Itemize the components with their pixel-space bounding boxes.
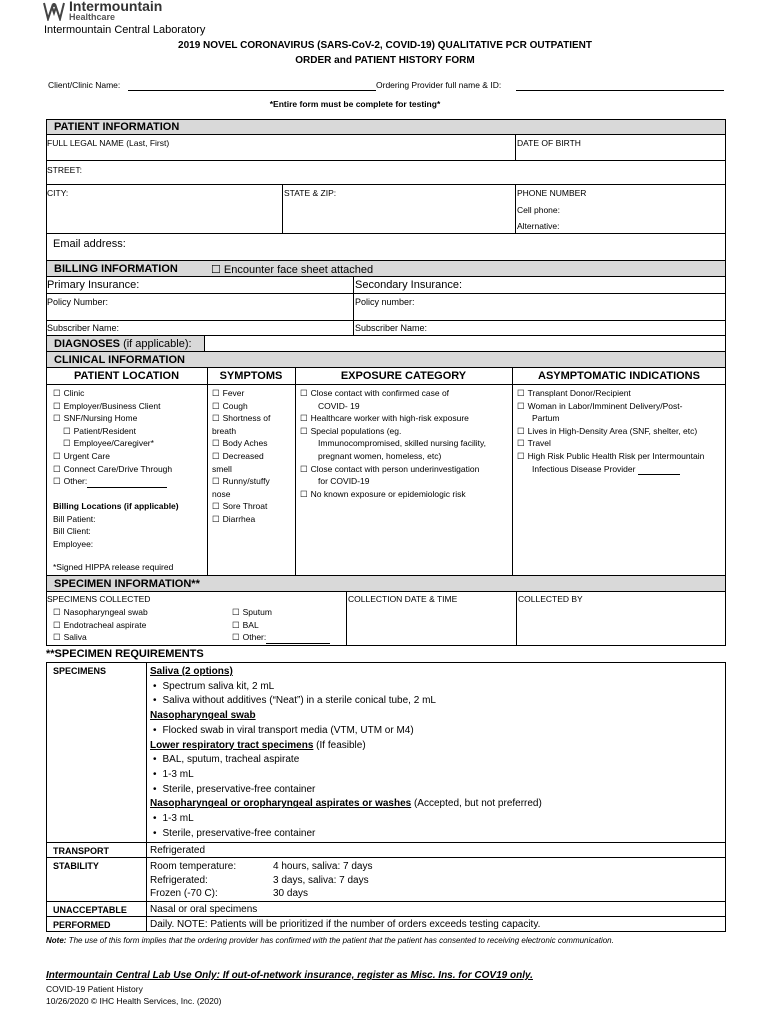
billing-locations-block <box>53 500 207 550</box>
req-aspirate-item: • 1-3 mL <box>150 812 724 827</box>
location-patient-resident-checkbox[interactable]: ☐ Patient/Resident <box>53 425 207 438</box>
patient-location-list <box>53 387 207 488</box>
exposure-special-cont1: Immunocompromised, skilled nursing facility, <box>318 438 487 449</box>
req-lower-item: • Sterile, preservative-free container <box>150 783 724 798</box>
location-other-checkbox[interactable] <box>53 475 207 488</box>
state-zip-field[interactable]: STATE & ZIP: <box>284 188 337 198</box>
clinical-info-heading: CLINICAL INFORMATION <box>54 354 185 366</box>
lab-use-note: Intermountain Central Lab Use Only: If out-of-network insurance, register as Misc. Ins. for COV19 only. <box>46 970 533 981</box>
collected-by-field[interactable]: COLLECTED BY <box>518 594 583 604</box>
form-title-line1: 2019 NOVEL CORONAVIRUS (SARS-CoV-2, COVID-19) QUALITATIVE PCR OUTPATIENT <box>178 40 592 51</box>
symptom-runny-checkbox[interactable]: ☐ Runny/stuffy <box>212 475 294 488</box>
phone-number-label: PHONE NUMBER <box>517 188 587 198</box>
req-stability-label: STABILITY <box>53 861 99 871</box>
clinical-info-header <box>46 351 726 368</box>
face-sheet-checkbox[interactable]: ☐ Encounter face sheet attached <box>211 263 373 276</box>
req-aspirate-qualifier: (Accepted, but not preferred) <box>411 798 542 810</box>
intermountain-logo-icon <box>42 1 66 21</box>
form-title-line2: ORDER and PATIENT HISTORY FORM <box>295 55 475 66</box>
location-connect-care-checkbox[interactable]: ☐ Connect Care/Drive Through <box>53 463 207 476</box>
form-name: COVID-19 Patient History <box>46 984 143 994</box>
policy-number-secondary-field[interactable]: Policy number: <box>355 297 415 307</box>
symptom-decreased-cont: smell <box>212 463 232 474</box>
form-date-copyright: 10/26/2020 © IHC Health Services, Inc. (2020) <box>46 996 222 1006</box>
exposure-healthcare-checkbox[interactable]: ☐ Healthcare worker with high-risk exposure <box>300 412 510 425</box>
req-lower-qualifier: (If feasible) <box>313 739 366 751</box>
exposure-confirmed-cont: COVID- 19 <box>318 400 360 411</box>
symptom-shortness-cont: breath <box>212 425 237 436</box>
req-saliva-head: Saliva (2 options) <box>150 666 233 677</box>
location-clinic-checkbox[interactable]: ☐ Clinic <box>53 387 207 400</box>
specimen-saliva-checkbox[interactable]: ☐ Saliva <box>53 631 148 644</box>
specimen-sputum-checkbox[interactable]: ☐ Sputum <box>232 606 330 619</box>
stab-ref-value: 3 days, saliva: 7 days <box>273 874 369 886</box>
specimen-nasopharyngeal-checkbox[interactable]: ☐ Nasopharyngeal swab <box>53 606 148 619</box>
patient-info-header <box>46 119 726 135</box>
req-aspirate-item: • Sterile, preservative-free container <box>150 827 724 842</box>
specimen-other-checkbox[interactable] <box>232 631 330 644</box>
billing-info-heading: BILLING INFORMATION <box>54 263 178 275</box>
bill-client-field[interactable]: Bill Client: <box>53 526 91 537</box>
email-field[interactable]: Email address: <box>53 238 126 250</box>
req-lower-item: • 1-3 mL <box>150 768 724 783</box>
subscriber-primary-field[interactable]: Subscriber Name: <box>47 323 120 333</box>
req-transport-label: TRANSPORT <box>53 846 109 856</box>
symptom-diarrhea-checkbox[interactable]: ☐ Diarrhea <box>212 513 294 526</box>
diagnoses-field[interactable] <box>204 335 726 352</box>
consent-note <box>46 936 746 945</box>
specimens-right-list <box>232 606 330 644</box>
exposure-confirmed-checkbox[interactable]: ☐ Close contact with confirmed case of <box>300 387 510 400</box>
complete-note: *Entire form must be complete for testing* <box>269 99 441 109</box>
symptom-runny-cont: nose <box>212 488 231 499</box>
col-asymptomatic-indications: ASYMPTOMATIC INDICATIONS <box>538 370 700 382</box>
city-field[interactable]: CITY: <box>47 188 69 198</box>
logo <box>42 0 192 22</box>
symptom-fever-checkbox[interactable]: ☐ Fever <box>212 387 294 400</box>
specimen-info-heading: SPECIMEN INFORMATION** <box>54 578 200 590</box>
stab-room-label: Room temperature: <box>150 861 237 872</box>
req-specimens-content <box>150 665 724 841</box>
stab-ref-label: Refrigerated: <box>150 874 208 886</box>
symptom-cough-checkbox[interactable]: ☐ Cough <box>212 400 294 413</box>
subscriber-secondary-field[interactable]: Subscriber Name: <box>355 323 428 333</box>
billing-locations-heading: Billing Locations (if applicable) <box>53 501 179 511</box>
policy-number-primary-field[interactable]: Policy Number: <box>47 297 109 307</box>
asym-transplant-checkbox[interactable]: ☐ Transplant Donor/Recipient <box>517 387 725 400</box>
location-employer-checkbox[interactable]: ☐ Employer/Business Client <box>53 400 207 413</box>
stab-room-value: 4 hours, saliva: 7 days <box>273 861 373 872</box>
req-lower-head: Lower respiratory tract specimens <box>150 739 314 751</box>
location-other-label: Other: <box>63 476 88 487</box>
asym-labor-checkbox[interactable]: ☐ Woman in Labor/Imminent Delivery/Post- <box>517 400 725 413</box>
ordering-provider-field[interactable] <box>516 90 724 91</box>
req-lower-item: • BAL, sputum, tracheal aspirate <box>150 753 724 768</box>
client-clinic-field[interactable] <box>128 90 376 91</box>
org-name: Intermountain <box>69 0 163 14</box>
hippa-note: *Signed HIPPA release required <box>53 562 174 572</box>
req-performed-value: Daily. NOTE: Patients will be prioritized if the number of orders exceeds testing capacity. <box>150 919 541 930</box>
req-unacceptable-label: UNACCEPTABLE <box>53 905 127 915</box>
asym-public-health-cont <box>517 463 725 476</box>
org-sub: Healthcare <box>69 12 116 22</box>
asym-labor-cont: Partum <box>532 413 560 424</box>
req-unacceptable-value: Nasal or oral specimens <box>150 904 258 915</box>
street-field[interactable]: STREET: <box>47 165 82 175</box>
exposure-none-checkbox[interactable]: ☐ No known exposure or epidemiologic risk <box>300 488 510 501</box>
bill-patient-field[interactable]: Bill Patient: <box>53 513 96 524</box>
col-patient-location: PATIENT LOCATION <box>73 370 180 382</box>
employee-field[interactable]: Employee: <box>53 538 94 549</box>
exposure-special-cont2: pregnant women, homeless, etc) <box>318 450 442 461</box>
req-naso-item: • Flocked swab in viral transport media (VTM, UTM or M4) <box>150 724 724 739</box>
stab-frozen-value: 30 days <box>273 888 309 899</box>
requirements-heading: **SPECIMEN REQUIREMENTS <box>46 648 204 660</box>
primary-insurance-field[interactable]: Primary Insurance: <box>47 279 140 291</box>
specimen-info-header <box>46 575 726 592</box>
consent-note-label: Note: <box>46 936 67 945</box>
col-symptoms: SYMPTOMS <box>219 370 283 382</box>
req-saliva-item: • Saliva without additives (“Neat”) in a sterile conical tube, 2 mL <box>150 694 724 709</box>
specimens-left-list <box>53 606 148 644</box>
symptom-decreased-checkbox[interactable]: ☐ Decreased <box>212 450 294 463</box>
client-clinic-label: Client/Clinic Name: <box>48 80 121 90</box>
exposure-list <box>300 387 510 500</box>
asym-provider-label: Infectious Disease Provider <box>532 463 636 474</box>
req-transport-value: Refrigerated <box>150 845 206 856</box>
ordering-provider-label: Ordering Provider full name & ID: <box>376 80 502 90</box>
diagnoses-heading: DIAGNOSES <box>54 338 121 350</box>
location-other-field[interactable] <box>87 478 167 488</box>
asym-travel-checkbox[interactable]: ☐ Travel <box>517 437 725 450</box>
specimen-bal-checkbox[interactable]: ☐ BAL <box>232 619 330 632</box>
diagnoses-qualifier: (if applicable): <box>120 338 192 350</box>
specimen-other-label: Other: <box>242 632 267 643</box>
cell-phone-field[interactable]: Cell phone: <box>517 205 561 215</box>
col-exposure-category: EXPOSURE CATEGORY <box>340 370 467 382</box>
req-saliva-item: • Spectrum saliva kit, 2 mL <box>150 680 724 695</box>
dob-field[interactable]: DATE OF BIRTH <box>517 138 581 148</box>
asymptomatic-list <box>517 387 725 475</box>
consent-note-text: The use of this form implies that the ordering provider has confirmed with the patient that the patient has consented to receiving electronic communication. <box>66 936 614 945</box>
symptom-body-aches-checkbox[interactable]: ☐ Body Aches <box>212 437 294 450</box>
alternative-phone-field[interactable]: Alternative: <box>517 221 560 231</box>
req-performed-label: PERFORMED <box>53 920 111 930</box>
symptom-sore-throat-checkbox[interactable]: ☐ Sore Throat <box>212 500 294 513</box>
asym-public-health-checkbox[interactable]: ☐ High Risk Public Health Risk per Intermountain <box>517 450 725 463</box>
lab-name: Intermountain Central Laboratory <box>44 24 206 36</box>
secondary-insurance-field[interactable]: Secondary Insurance: <box>355 279 463 291</box>
specimens-collected-label: SPECIMENS COLLECTED <box>47 594 151 604</box>
symptom-shortness-checkbox[interactable]: ☐ Shortness of <box>212 412 294 425</box>
specimen-endotracheal-checkbox[interactable]: ☐ Endotracheal aspirate <box>53 619 148 632</box>
legal-name-field[interactable]: FULL LEGAL NAME (Last, First) <box>47 138 170 148</box>
asym-provider-field[interactable] <box>638 465 680 475</box>
patient-info-grid <box>46 134 726 261</box>
req-stability-content <box>150 860 450 901</box>
symptoms-list <box>212 387 294 526</box>
billing-info-header <box>46 260 726 277</box>
exposure-investigation-cont: for COVID-19 <box>318 476 370 487</box>
specimen-other-field[interactable] <box>266 634 330 644</box>
exposure-investigation-checkbox[interactable]: ☐ Close contact with person underinvestigation <box>300 463 510 476</box>
location-snf-checkbox[interactable]: ☐ SNF/Nursing Home <box>53 412 207 425</box>
collection-date-time-field[interactable]: COLLECTION DATE & TIME <box>348 594 458 604</box>
req-aspirate-head: Nasopharyngeal or oropharyngeal aspirates or washes <box>150 798 412 810</box>
diagnoses-label-cell <box>46 335 205 352</box>
req-specimens-label: SPECIMENS <box>53 666 107 676</box>
location-employee-caregiver-checkbox[interactable]: ☐ Employee/Caregiver* <box>53 437 207 450</box>
patient-info-heading: PATIENT INFORMATION <box>54 121 180 133</box>
asym-high-density-checkbox[interactable]: ☐ Lives in High-Density Area (SNF, shelter, etc) <box>517 425 725 438</box>
stab-frozen-label: Frozen (-70 C): <box>150 888 218 899</box>
req-naso-head: Nasopharyngeal swab <box>150 710 256 722</box>
location-urgent-care-checkbox[interactable]: ☐ Urgent Care <box>53 450 207 463</box>
exposure-special-checkbox[interactable]: ☐ Special populations (eg. <box>300 425 510 438</box>
